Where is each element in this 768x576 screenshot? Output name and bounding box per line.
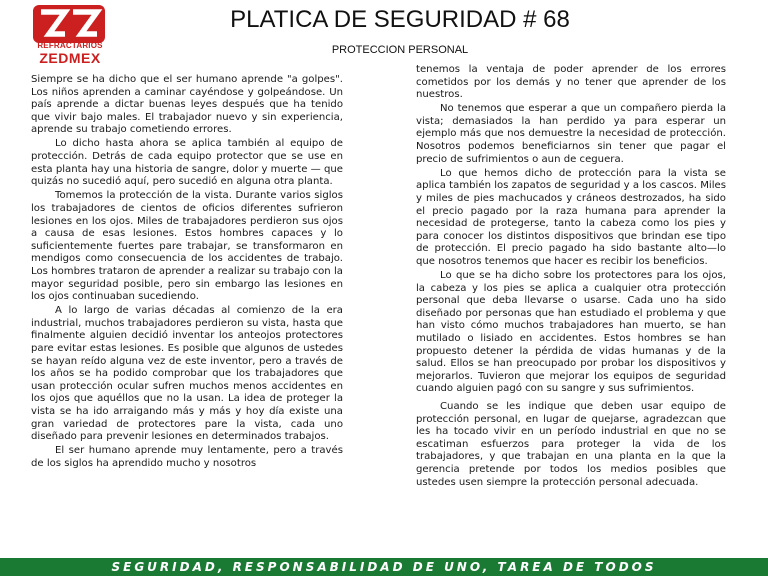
paragraph: Lo dicho hasta ahora se aplica también al equipo de protección. Detrás de cada equipo protector que se use en esta planta hay una historia de sangre, dolor y muerte — que quizás no sucedió aquí, pero sucedió en alguna otra planta. — [31, 138, 343, 188]
paragraph: Tomemos la protección de la vista. Durante varios siglos los trabajadores de cientos de oficios diferentes sufrieron lesiones en los ojos. Miles de trabajadores perdieron sus ojos a causa de esas lesiones. Estos hombres capaces y lo suficientemente fuertes pare trabajar, se transformaron en mendigos como consecuencia de los accidentes de trabajo. Los hombres trataron de aprender a realizar su trabajo con la mayor seguridad posible, pero sin embargo las lesiones en los ojos continuaban sucediendo. — [31, 190, 343, 303]
page-subtitle: PROTECCION PERSONAL — [331, 44, 469, 56]
paragraph: El ser humano aprende muy lentamente, pero a través de los siglos ha aprendido mucho y nosotros — [31, 445, 343, 469]
paragraph: A lo largo de varias décadas al comienzo de la era industrial, muchos trabajadores perdieron su vista, hasta que finalmente alguien decidió inventar los anteojos protectores pare evitar estas lesiones. Es posible que algunos de ustedes se hayan reído alguna vez de este inventor, pero a través de los años se ha podido comprobar que los trabajadores que usan protección ocular sufren muchos menos accidentes en los ojos que aquéllos que no la usan. La idea de proteger la vista se ha ido arraigando más y más y hoy día existe una gran variedad de protectores pare la vista, cada uno diseñado para prevenir lesiones en determinados trabajos. — [31, 305, 343, 443]
paragraph: Lo que se ha dicho sobre los protectores para los ojos, la cabeza y los pies se aplica a cualquier otra protección personal que deba llevarse o usarse. Cada uno ha sido diseñado por personas que han estudiado el problema y que han visto cómo muchos trabajadores han muerto, se han mutilado o lisiado en accidentes. Estos hombres se han propuesto detener la pérdida de vidas humanas y de la salud. Ellos se han preocupado por probar los dispositivos y mejorarlos. Tuvieron que mejorar los equipos de seguridad cuando alguien pagó con su sangre y sus sufrimientos. — [416, 270, 726, 395]
paragraph: Lo que hemos dicho de protección para la vista se aplica también los zapatos de seguridad y a los cascos. Miles y miles de pies machucados y cráneos destrozados, ha sido el precio pagado por la raza humana para aprender la necesidad de protegerse, tanto la cabeza como los pies y para conocer los distintos dispositivos que brindan ese tipo de protección. El precio pagado ha sido bastante alto—lo que nosotros tenemos que hacer es recibir los beneficios. — [416, 167, 726, 267]
logo-text-zedmex: ZEDMEX — [39, 50, 101, 66]
paragraph: Siempre se ha dicho que el ser humano aprende "a golpes". Los niños aprenden a caminar cayéndose y golpeándose. Un país aprende a dictar buenas leyes después que ha tenido que vivir bajo males. El trabajador nuevo y sin experiencia, aprende su trabajo cometiendo errores. — [31, 74, 343, 136]
paragraph: Cuando se les indique que deben usar equipo de protección personal, en lugar de quejarse, agradezcan que les ha tocado vivir en un período industrial en que no se escatiman esfuerzos para proteger la vida de los trabajadores, y que trabajan en una planta en la que la gerencia pretende por todos los medios posibles que ustedes usen siempre la protección personal adecuada. — [416, 400, 726, 488]
logo-text-refractarios: REFRACTARIOS — [37, 41, 103, 50]
zz-logo-icon — [31, 4, 107, 44]
page-title: PLATICA DE SEGURIDAD # 68 — [230, 6, 570, 33]
paragraph: tenemos la ventaja de poder aprender de los errores cometidos por los demás y no tener que aprender de los nuestros. — [416, 64, 726, 101]
paragraph: No tenemos que esperar a que un compañero pierda la vista; demasiados la han perdido ya para esperar un ejemplo más que nos demuestre la necesidad de protección. Nosotros podemos beneficiarnos sin tener que pagar el precio de sufrimientos o aun de ceguera. — [416, 103, 726, 165]
left-text-column — [31, 74, 343, 472]
footer-slogan-banner: SEGURIDAD, RESPONSABILIDAD DE UNO, TAREA DE TODOS — [0, 558, 768, 576]
right-text-column — [416, 64, 726, 491]
